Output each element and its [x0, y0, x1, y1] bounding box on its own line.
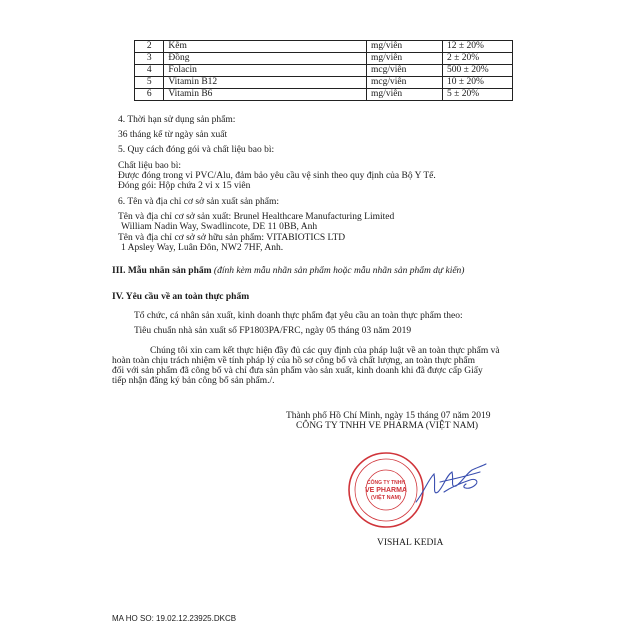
unit-cell: mg/viên [367, 41, 443, 53]
value-cell: 10 ± 20% [443, 77, 513, 89]
place-date: Thành phố Hồ Chí Minh, ngày 15 tháng 07 năm 2019 [286, 411, 491, 421]
nutrient-name: Đồng [164, 53, 367, 65]
table-row [135, 41, 513, 53]
packaging-material-label: Chất liệu bao bì: [118, 161, 182, 171]
row-number: 6 [135, 89, 164, 101]
commitment-line3: đối với sản phẩm đã công bố và chỉ đưa sản phẩm vào sản xuất, kinh doanh khi đã được cấp Giấy [112, 366, 483, 376]
table-row [135, 65, 513, 77]
row-number: 3 [135, 53, 164, 65]
nutrient-name: Vitamin B6 [164, 89, 367, 101]
nutrient-table [134, 40, 513, 101]
signer-name: VISHAL KEDIA [377, 538, 444, 548]
section-IV-title: IV. Yêu cầu về an toàn thực phẩm [112, 292, 250, 302]
unit-cell: mcg/viên [367, 65, 443, 77]
unit-cell: mg/viên [367, 53, 443, 65]
table-row [135, 53, 513, 65]
section-III-note: (đính kèm mẫu nhãn sản phẩm hoặc mẫu nhãn sản phẩm dự kiến) [213, 266, 465, 276]
packing-text: Đóng gói: Hộp chứa 2 vỉ x 15 viên [118, 181, 251, 191]
unit-cell: mcg/viên [367, 77, 443, 89]
value-cell: 500 ± 20% [443, 65, 513, 77]
value-cell: 12 ± 20% [443, 41, 513, 53]
row-number: 4 [135, 65, 164, 77]
dossier-code: MA HO SO: 19.02.12.23925.DKCB [112, 614, 237, 623]
handwritten-signature [410, 462, 490, 508]
table-row [135, 77, 513, 89]
section-4-heading: 4. Thời hạn sử dụng sản phẩm: [118, 115, 236, 125]
stamp-country: (VIỆT NAM) [371, 495, 401, 501]
table-row [135, 89, 513, 101]
section-6-heading: 6. Tên và địa chỉ cơ sở sản xuất sản phẩm: [118, 197, 280, 207]
stamp-top-text: CÔNG TY TNHH [367, 480, 405, 486]
nutrient-name: Vitamin B12 [164, 77, 367, 89]
manufacturer-line: Tên và địa chỉ cơ sở sản xuất: Brunel Healthcare Manufacturing Limited [118, 212, 395, 222]
company-name: CÔNG TY TNHH VE PHARMA (VIỆT NAM) [296, 421, 479, 431]
row-number: 2 [135, 41, 164, 53]
commitment-line4: tiếp nhận đăng ký bản công bố sản phẩm./. [112, 376, 275, 386]
section-III-line [112, 266, 464, 277]
packaging-material-text: Được đóng trong vỉ PVC/Alu, đảm bảo yêu cầu vệ sinh theo quy định của Bộ Y Tế. [118, 171, 436, 181]
section-IV-line1: Tổ chức, cá nhân sản xuất, kinh doanh thực phẩm đạt yêu cầu an toàn thực phẩm theo: [134, 311, 463, 321]
row-number: 5 [135, 77, 164, 89]
manufacturer-address: William Nadin Way, Swadlincote, DE 11 0BB, Anh [121, 222, 318, 232]
unit-cell: mg/viên [367, 89, 443, 101]
stamp-company-name: VE PHARMA [364, 487, 408, 494]
commitment-line2: hoàn toàn chịu trách nhiệm về tính pháp lý của hồ sơ công bố và chất lượng, an toàn thực phẩm [112, 356, 476, 366]
section-IV-line2: Tiêu chuẩn nhà sản xuất số FP1803PA/FRC, ngày 05 tháng 03 năm 2019 [134, 326, 412, 336]
nutrient-name: Kẽm [164, 41, 367, 53]
owner-line: Tên và địa chỉ cơ sở sở hữu sản phẩm: VITABIOTICS LTD [118, 233, 346, 243]
section-5-heading: 5. Quy cách đóng gói và chất liệu bao bì: [118, 145, 275, 155]
section-III-title: III. Mẫu nhãn sản phẩm [112, 266, 212, 276]
value-cell: 2 ± 20% [443, 53, 513, 65]
owner-address: 1 Apsley Way, Luân Đôn, NW2 7HF, Anh. [121, 243, 284, 253]
value-cell: 5 ± 20% [443, 89, 513, 101]
commitment-line1: Chúng tôi xin cam kết thực hiện đầy đủ các quy định của pháp luật về an toàn thực phẩm và [150, 346, 500, 356]
nutrient-name: Folacin [164, 65, 367, 77]
shelf-life-text: 36 tháng kể từ ngày sản xuất [118, 130, 228, 140]
